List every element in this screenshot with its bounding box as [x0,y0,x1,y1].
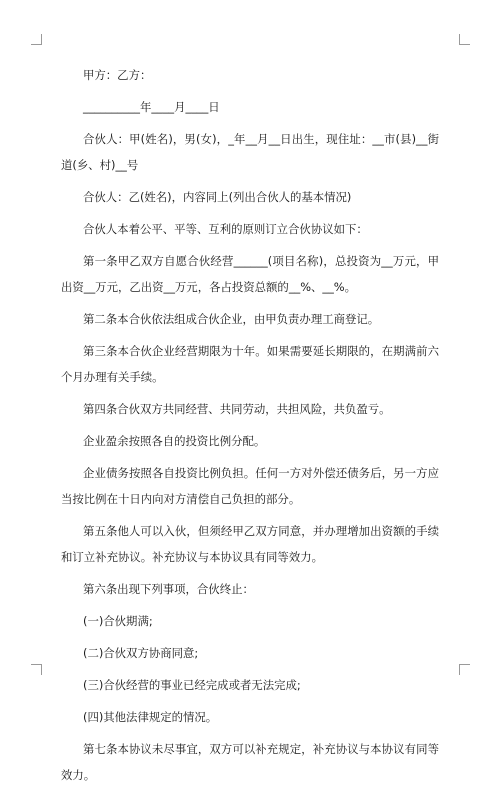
termination-item-3: (三)合伙经营的事业已经完成或者无法完成; [83,678,301,692]
termination-item-2: (二)合伙双方协商同意; [83,646,199,660]
crop-mark-bottom-left [31,664,42,675]
crop-mark-top-left [31,34,42,45]
termination-item-1: (一)合伙期满; [83,614,153,628]
debt-burden: 企业债务按照各自投资比例负担。任何一方对外偿还债务后，另一方应当按比例在十日内向对方清偿自己负担的部分。 [61,466,439,506]
profit-distribution: 企业盈余按照各自的投资比例分配。 [83,434,266,448]
partner-a-info: 合伙人：甲(姓名)，男(女)，_年__月__日出生，现住址：__市(县)__街道(乡、村)__号 [61,132,439,172]
parties-line: 甲方：乙方： [83,68,152,82]
document-body [61,62,439,788]
date-line: __________年____月____日 [83,100,220,114]
article-1: 第一条甲乙双方自愿合伙经营______(项目名称)，总投资为__万元，甲出资__万元，乙出资__万元，各占投资总额的__%、__%。 [61,254,439,294]
article-4: 第四条合伙双方共同经营、共同劳动，共担风险，共负盈亏。 [83,402,391,416]
article-6: 第六条出现下列事项，合伙终止： [83,582,254,596]
article-7: 第七条本协议未尽事宜，双方可以补充规定，补充协议与本协议有同等效力。 [61,742,439,782]
partner-b-info: 合伙人：乙(姓名)，内容同上(列出合伙人的基本情况) [83,190,352,204]
termination-item-4: (四)其他法律规定的情况。 [83,710,218,724]
crop-mark-bottom-right [459,664,470,675]
article-5: 第五条他人可以入伙，但须经甲乙双方同意，并办理增加出资额的手续和订立补充协议。补充协议与本协议具有同等效力。 [61,524,439,564]
article-2: 第二条本合伙依法组成合伙企业，由甲负责办理工商登记。 [83,312,380,326]
agreement-preamble: 合伙人本着公平、平等、互利的原则订立合伙协议如下： [83,222,368,236]
crop-mark-top-right [459,34,470,45]
article-3: 第三条本合伙企业经营期限为十年。如果需要延长期限的，在期满前六个月办理有关手续。 [61,344,439,384]
